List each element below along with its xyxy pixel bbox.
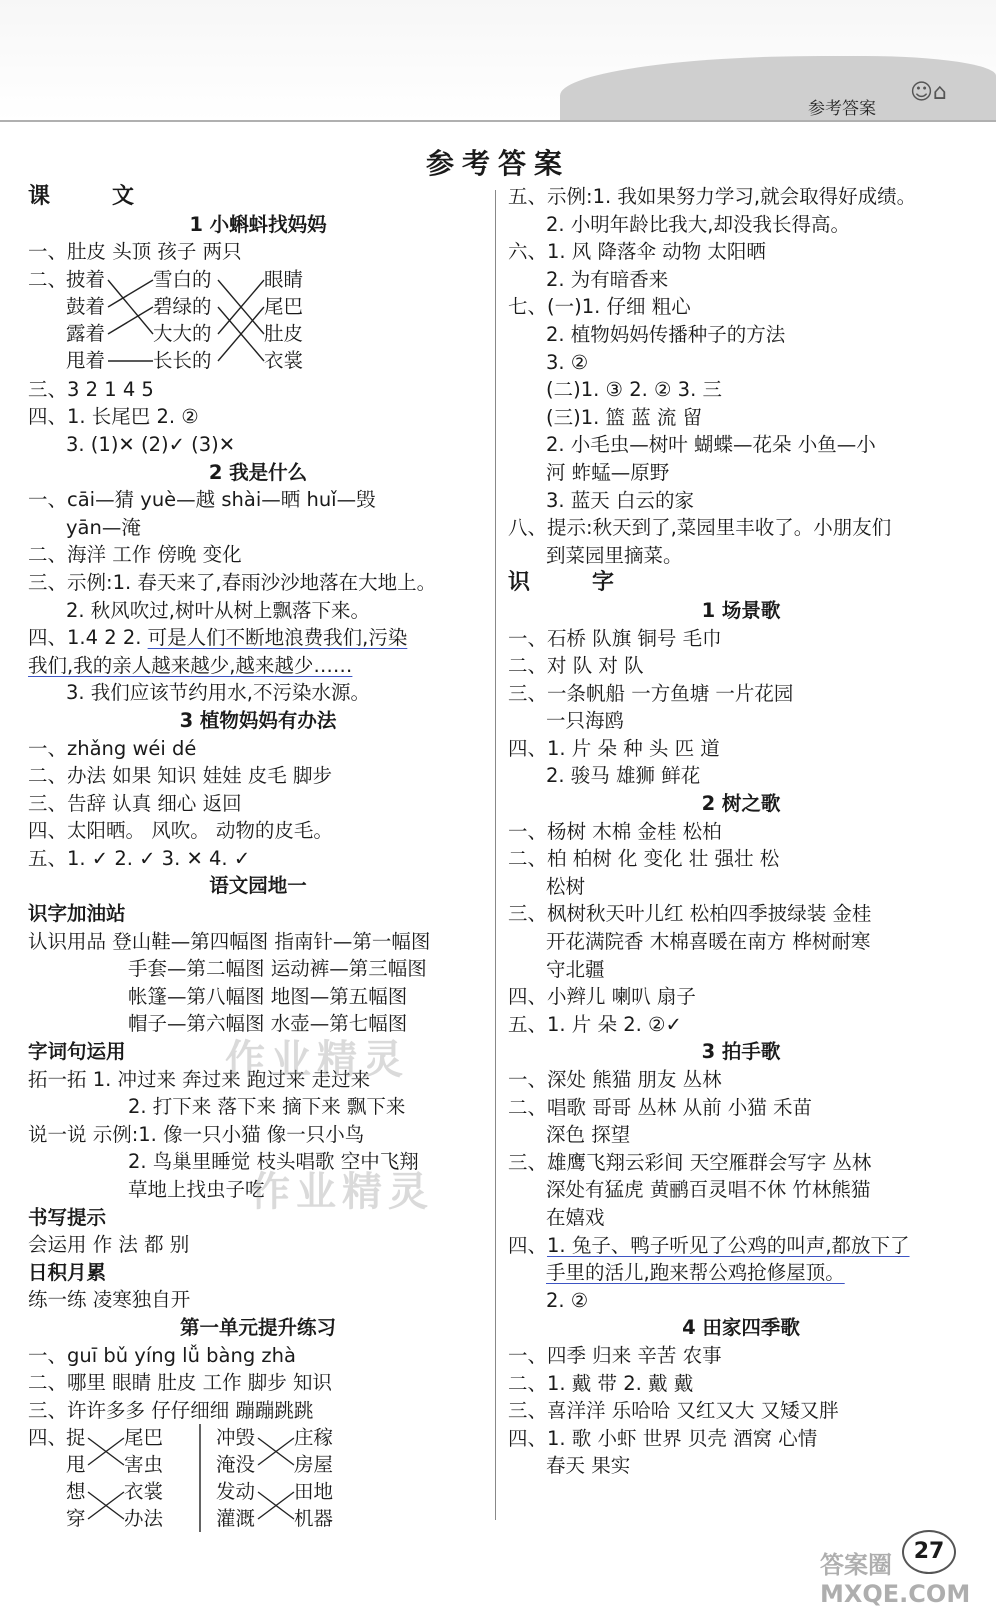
- match-item: 庄稼: [294, 1426, 334, 1450]
- answer-line: 七、(一)1. 仔细 粗心: [508, 295, 691, 319]
- underlined-text: 我们,我的亲人越来越少,越来越少……: [28, 653, 353, 677]
- answer-line: 二、1. 戴 带 2. 戴 戴: [508, 1371, 694, 1395]
- answer-line: 五、1. 片 朵 2. ②✓: [508, 1012, 682, 1036]
- answer-line: (三)1. 篮 蓝 流 留: [546, 405, 703, 429]
- matching-exercise: [28, 266, 488, 376]
- answer-line: 练一练 凌寒独自开: [28, 1288, 191, 1312]
- answer-line: 2. 小毛虫—树叶 蝴蝶—花朵 小鱼—小: [546, 433, 876, 457]
- answer-line: 守北疆: [546, 957, 605, 981]
- underlined-text: 可是人们不断地浪费我们,污染: [147, 626, 408, 650]
- match-item: 办法: [124, 1507, 164, 1531]
- lesson-title: 3 植物妈妈有办法: [179, 708, 337, 732]
- answer-line: 一、杨树 木棉 金桂 松柏: [508, 819, 722, 843]
- watermark: 作业精灵: [250, 1169, 434, 1215]
- answer-line: 三、许许多多 仔仔细细 蹦蹦跳跳: [28, 1398, 314, 1422]
- answer-line: 六、1. 风 降落伞 动物 太阳晒: [508, 240, 766, 264]
- match-item: 甩着: [66, 348, 106, 372]
- answer-line: 说一说 示例:1. 像一只小猫 像一只小鸟: [28, 1122, 365, 1146]
- answer-line: 三、3 2 1 4 5: [28, 377, 154, 401]
- answer-line: 三、告辞 认真 细心 返回: [28, 791, 242, 815]
- answer-line: 一、zhǎng wéi dé: [28, 736, 197, 760]
- answer-line: 帽子—第六幅图 水壶—第七幅图: [128, 1012, 408, 1036]
- cartoon-icon: ☺⌂: [910, 80, 947, 105]
- answer-line: 三、一条帆船 一方鱼塘 一片花园: [508, 681, 794, 705]
- answer-line: 一、cāi—猜 yuè—越 shài—晒 huǐ—毁: [28, 488, 376, 512]
- answer-line: 到菜园里摘菜。: [546, 543, 683, 567]
- answer-line: 一、guī bǔ yíng lǚ bàng zhà: [28, 1343, 296, 1367]
- answer-line: 帐篷—第八幅图 地图—第五幅图: [128, 984, 408, 1008]
- answer-line: 一、肚皮 头顶 孩子 两只: [28, 240, 242, 264]
- answer-line: 一、石桥 队旗 铜号 毛巾: [508, 626, 722, 650]
- answer-line: 三、枫树秋天叶儿红 松柏四季披绿装 金桂: [508, 902, 872, 926]
- match-item: 捉: [66, 1426, 86, 1450]
- answer-line: 五、1. ✓ 2. ✓ 3. ✕ 4. ✓: [28, 846, 251, 870]
- lesson-title: 语文园地一: [209, 874, 307, 898]
- answer-line: 2. 为有暗香来: [546, 267, 669, 291]
- match-item: 碧绿的: [153, 294, 212, 318]
- answer-line: 3. ②: [546, 350, 589, 374]
- answer-line: 五、示例:1. 我如果努力学习,就会取得好成绩。: [508, 185, 917, 208]
- answer-line: 二、海洋 工作 傍晚 变化: [28, 543, 242, 567]
- match-item: 房屋: [294, 1453, 334, 1477]
- answer-line: 开花满院香 木棉喜暖在南方 桦树耐寒: [546, 930, 871, 954]
- answer-line: (二)1. ③ 2. ② 3. 三: [546, 378, 722, 402]
- column-divider: [495, 190, 496, 1520]
- sub-heading: 书写提示: [28, 1205, 107, 1229]
- lesson-title: 2 树之歌: [701, 792, 781, 816]
- lesson-title: 1 小蝌蚪找妈妈: [189, 212, 327, 236]
- answer-line: [508, 1259, 974, 1287]
- answer-line: 2. 打下来 落下来 摘下来 飘下来: [128, 1095, 406, 1119]
- match-item: 穿: [66, 1507, 86, 1531]
- match-item: 甩: [66, 1453, 86, 1477]
- match-item: 机器: [294, 1507, 334, 1531]
- match-item: 衣裳: [264, 348, 304, 372]
- answer-line: [28, 652, 488, 680]
- answer-line: 认识用品 登山鞋—第四幅图 指南针—第一幅图: [28, 929, 431, 953]
- lesson-title: 3 拍手歌: [701, 1040, 781, 1064]
- answer-line: 在嬉戏: [546, 1205, 605, 1229]
- left-column: [28, 183, 488, 1534]
- answer-line: 一、四季 归来 辛苦 农事: [508, 1343, 722, 1367]
- section-heading: 识字: [508, 570, 677, 596]
- answer-line: [28, 624, 488, 652]
- match-item: 衣裳: [124, 1480, 164, 1504]
- match-item: 想: [66, 1480, 86, 1504]
- match-item: 田地: [294, 1480, 334, 1504]
- header-rule: [0, 120, 996, 122]
- watermark: 作业精灵: [225, 1037, 409, 1083]
- match-item: 冲毁: [216, 1426, 256, 1450]
- match-item: 害虫: [124, 1453, 164, 1477]
- match-item: 鼓着: [66, 294, 106, 318]
- underlined-text: 1. 兔子、鸭子听见了公鸡的叫声,都放下了: [547, 1233, 910, 1257]
- right-column: [508, 183, 974, 1480]
- answer-line: 2. 骏马 雄狮 鲜花: [546, 764, 701, 788]
- match-item: 长长的: [153, 348, 212, 372]
- match-lines: [28, 1424, 368, 1534]
- answer-line: 三、示例:1. 春天来了,春雨沙沙地落在大地上。: [28, 570, 437, 594]
- answer-line: 河 蚱蜢—原野: [546, 460, 670, 484]
- answer-line: 一、深处 熊猫 朋友 丛林: [508, 1068, 722, 1091]
- match-item: 雪白的: [153, 267, 212, 291]
- answer-line: 二、对 队 对 队: [508, 654, 644, 678]
- answer-line: 四、太阳晒。 风吹。 动物的皮毛。: [28, 819, 333, 843]
- underlined-text: 手里的活儿,跑来帮公鸡抢修屋顶。: [546, 1261, 845, 1285]
- matching-exercise: [28, 1424, 488, 1534]
- answer-line: 八、提示:秋天到了,菜园里丰收了。小朋友们: [508, 516, 892, 540]
- answer-line: 三、雄鹰飞翔云彩间 天空雁群会写字 丛林: [508, 1150, 872, 1174]
- answer-line: 四、1. 歌 小虾 世界 贝壳 酒窝 心情: [508, 1426, 818, 1450]
- match-item: 尾巴: [264, 294, 304, 318]
- answer-line: 二、哪里 眼睛 肚皮 工作 脚步 知识: [28, 1371, 332, 1395]
- page-number: 27: [902, 1530, 956, 1574]
- match-item: 尾巴: [124, 1426, 164, 1450]
- section-heading: 课文: [28, 184, 197, 209]
- answer-line: 四、1. 长尾巴 2. ②: [28, 405, 199, 429]
- answer-line: 2. 鸟巢里睡觉 枝头唱歌 空中飞翔: [128, 1150, 419, 1174]
- lesson-title: 2 我是什么: [208, 460, 308, 484]
- lesson-title: 4 田家四季歌: [682, 1316, 800, 1340]
- answer-line: 2. 植物妈妈传播种子的方法: [546, 322, 786, 346]
- answer-line: 深处有猛虎 黄鹂百灵唱不休 竹林熊猫: [546, 1178, 871, 1202]
- site-stamp: 答案圈 MXQE.COM: [820, 1551, 971, 1608]
- match-lines: [28, 266, 328, 376]
- header-label: 参考答案: [808, 99, 876, 119]
- answer-line: yān—淹: [66, 515, 141, 539]
- answer-line: 松树: [546, 874, 586, 898]
- match-item: 眼睛: [264, 267, 304, 291]
- answer-line: 3. (1)✕ (2)✓ (3)✕: [66, 432, 236, 456]
- sub-heading: 识字加油站: [28, 902, 126, 926]
- answer-line: 会运用 作 法 都 别: [28, 1233, 190, 1257]
- match-item: 发动: [216, 1480, 256, 1504]
- page-title: 参考答案: [425, 147, 570, 180]
- match-item: 灌溉: [216, 1507, 256, 1531]
- answer-line: 二、唱歌 哥哥 丛林 从前 小猫 禾苗: [508, 1095, 812, 1119]
- answer-line: [508, 1232, 974, 1260]
- match-item: 肚皮: [264, 321, 304, 345]
- answer-prefix: 二、: [28, 267, 68, 291]
- match-item: 披着: [66, 267, 106, 291]
- answer-line: 拓一拓 1. 冲过来 奔过来 跑过来 走过来: [28, 1067, 371, 1091]
- answer-line: 一只海鸥: [546, 709, 625, 733]
- answer-line: 2. 秋风吹过,树叶从树上飘落下来。: [66, 598, 371, 622]
- answer-line: 草地上找虫子吃: [128, 1178, 265, 1201]
- lesson-title: 1 场景歌: [701, 598, 781, 622]
- answer-line: 2. 小明年龄比我大,却没我长得高。: [546, 212, 851, 236]
- match-item: 露着: [66, 321, 106, 345]
- answer-prefix: 四、: [28, 1426, 68, 1450]
- sub-heading: 字词句运用: [28, 1040, 126, 1064]
- answer-line: 三、喜洋洋 乐哈哈 又红又大 又矮又胖: [508, 1399, 839, 1423]
- answer-line: 深色 探望: [546, 1123, 631, 1147]
- match-item: 淹没: [216, 1453, 256, 1477]
- answer-text: 四、: [508, 1233, 548, 1257]
- answer-line: 手套—第二幅图 运动裤—第三幅图: [128, 957, 427, 981]
- lesson-title: 第一单元提升练习: [179, 1315, 336, 1339]
- answer-line: 3. 蓝天 白云的家: [546, 488, 695, 512]
- answer-line: 四、小辫儿 喇叭 扇子: [508, 985, 696, 1009]
- answer-text: 四、1.4 2 2.: [28, 626, 148, 650]
- answer-line: 3. 我们应该节约用水,不污染水源。: [66, 681, 371, 705]
- answer-line: 春天 果实: [546, 1454, 631, 1478]
- answer-line: 2. ②: [546, 1288, 589, 1312]
- answer-line: 二、柏 柏树 化 变化 壮 强壮 松: [508, 847, 780, 871]
- answer-line: 二、办法 如果 知识 娃娃 皮毛 脚步: [28, 764, 332, 788]
- answer-line: 四、1. 片 朵 种 头 匹 道: [508, 736, 720, 760]
- sub-heading: 日积月累: [28, 1260, 107, 1284]
- match-item: 大大的: [153, 321, 212, 345]
